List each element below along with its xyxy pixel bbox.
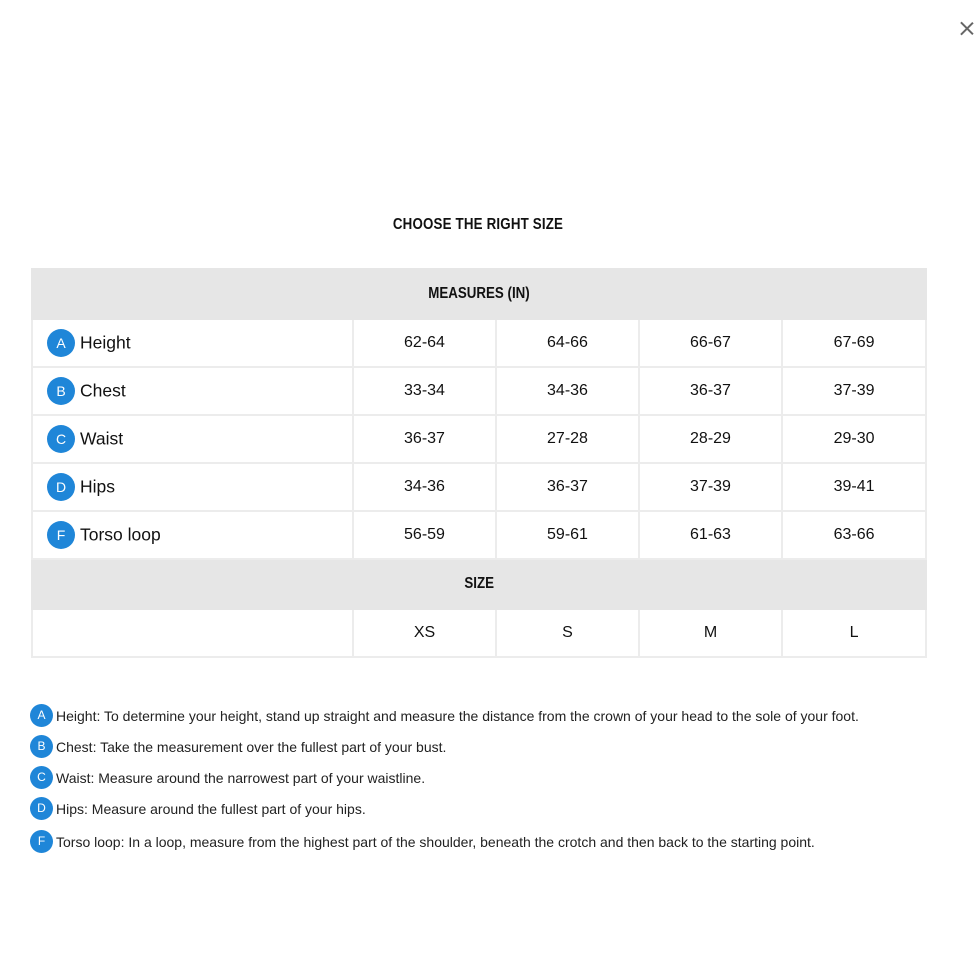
measurement-notes: [30, 700, 970, 859]
row-label-chest: Chest: [80, 380, 126, 401]
badge-a: A: [47, 329, 75, 357]
badge-c: C: [47, 425, 75, 453]
size-cell: L: [782, 609, 926, 657]
table-cell: 37-39: [782, 367, 926, 415]
close-icon[interactable]: [956, 18, 978, 40]
size-row: [32, 609, 926, 657]
empty-cell: [32, 609, 353, 657]
table-cell: 67-69: [782, 319, 926, 367]
table-row: [32, 415, 926, 463]
table-cell: 28-29: [639, 415, 782, 463]
note-item: [30, 700, 970, 731]
note-item: [30, 762, 970, 793]
table-row: [32, 367, 926, 415]
table-cell: 56-59: [353, 511, 496, 559]
note-item: [30, 731, 970, 762]
note-text-hips: Hips: Measure around the fullest part of your hips.: [56, 800, 366, 817]
size-header-row: [32, 559, 926, 609]
table-cell: 64-66: [496, 319, 639, 367]
note-badge-c: C: [30, 766, 53, 789]
note-text-height: Height: To determine your height, stand up straight and measure the distance from the crown of your head to the sole of your foot.: [56, 707, 859, 724]
row-label-waist: Waist: [80, 428, 124, 449]
note-text-waist: Waist: Measure around the narrowest part of your waistline.: [56, 769, 426, 786]
badge-f: F: [47, 521, 75, 549]
row-label-torso-loop: Torso loop: [80, 524, 161, 545]
table-row: [32, 511, 926, 559]
row-label-hips: Hips: [80, 476, 116, 497]
badge-b: B: [47, 377, 75, 405]
note-text-chest: Chest: Take the measurement over the fullest part of your bust.: [56, 738, 447, 755]
size-cell: M: [639, 609, 782, 657]
table-cell: 37-39: [639, 463, 782, 511]
size-cell: XS: [353, 609, 496, 657]
size-cell: S: [496, 609, 639, 657]
table-cell: 33-34: [353, 367, 496, 415]
table-cell: 36-37: [639, 367, 782, 415]
size-chart-table: [31, 268, 927, 658]
note-text-torso-loop: Torso loop: In a loop, measure from the highest part of the shoulder, beneath the crotch and then back to the starting point.: [56, 833, 815, 850]
note-badge-b: B: [30, 735, 53, 758]
measures-header: MEASURES (IN): [428, 285, 530, 302]
note-item: [30, 793, 970, 824]
table-cell: 39-41: [782, 463, 926, 511]
table-cell: 36-37: [353, 415, 496, 463]
note-item: [30, 824, 970, 859]
note-badge-a: A: [30, 704, 53, 727]
table-cell: 34-36: [353, 463, 496, 511]
note-badge-f: F: [30, 830, 53, 853]
size-header: SIZE: [464, 575, 494, 592]
table-cell: 29-30: [782, 415, 926, 463]
table-cell: 62-64: [353, 319, 496, 367]
table-cell: 34-36: [496, 367, 639, 415]
measures-header-row: [32, 269, 926, 319]
table-row: [32, 319, 926, 367]
page-title: CHOOSE THE RIGHT SIZE: [392, 216, 564, 233]
table-cell: 61-63: [639, 511, 782, 559]
table-cell: 63-66: [782, 511, 926, 559]
table-cell: 66-67: [639, 319, 782, 367]
note-badge-d: D: [30, 797, 53, 820]
badge-d: D: [47, 473, 75, 501]
table-cell: 27-28: [496, 415, 639, 463]
row-label-height: Height: [80, 332, 131, 353]
table-cell: 59-61: [496, 511, 639, 559]
table-row: [32, 463, 926, 511]
table-cell: 36-37: [496, 463, 639, 511]
